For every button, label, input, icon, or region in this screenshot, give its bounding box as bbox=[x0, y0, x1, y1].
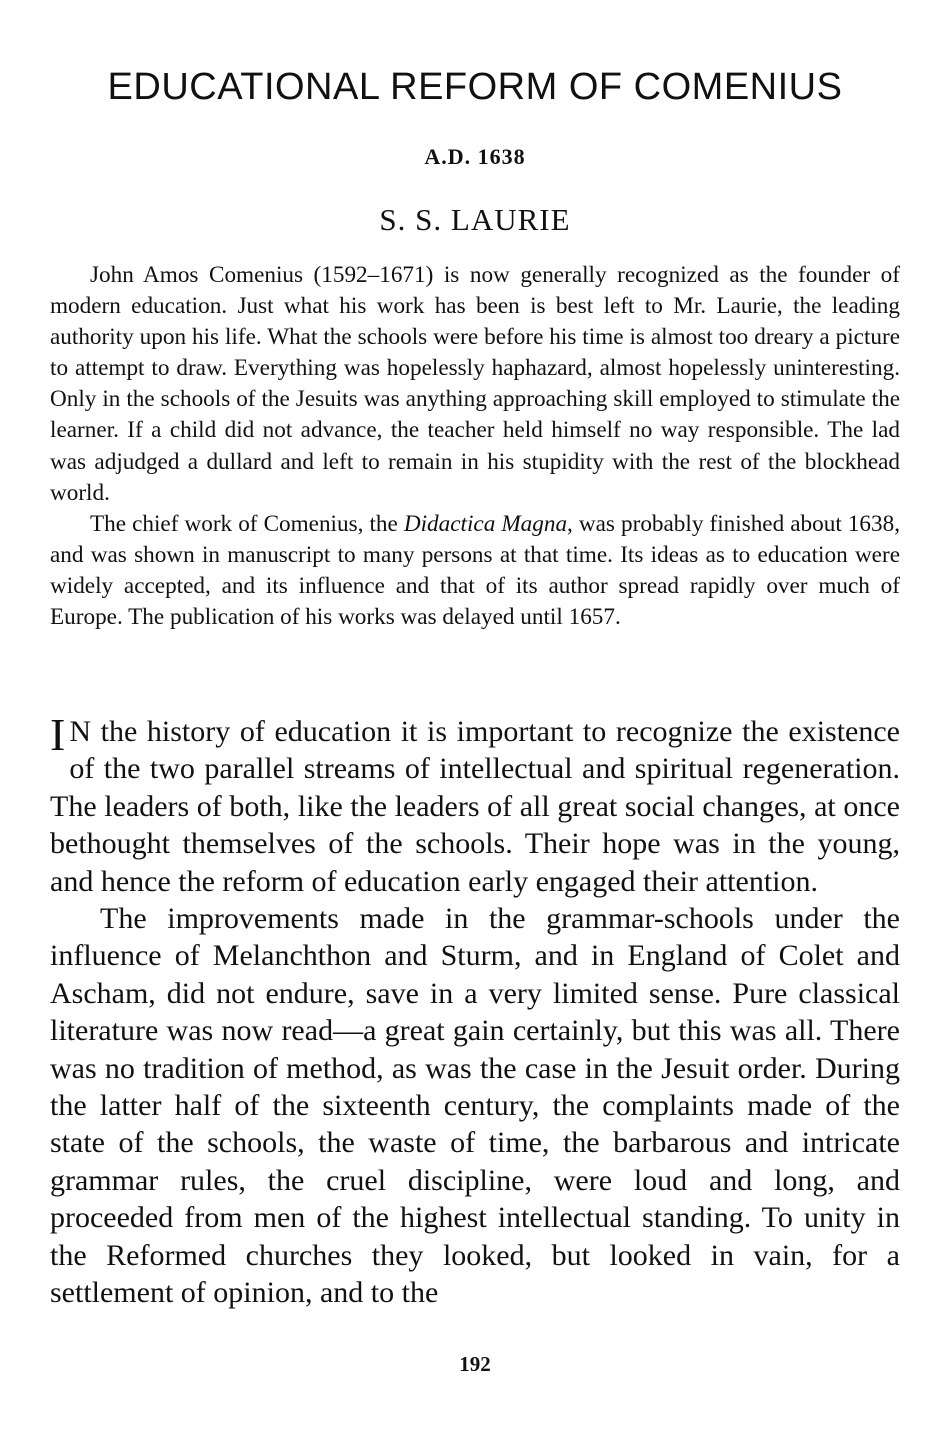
page-number: 192 bbox=[459, 1352, 491, 1376]
intro-paragraph-2 bbox=[50, 509, 900, 633]
chapter-date: A.D. 1638 bbox=[424, 144, 526, 169]
body-paragraph-2: The improvements made in the grammar-schools under the influence of Melanchthon and Sturm, and in England of Colet and Ascham, did not endure, save in a very limited sense. Pure classical literature was now read—a great gain certainly, but this was all. There was no tradition of method, as was the case in the Jesuit order. During the latter half of the sixteenth century, the complaints made of the state of the schools, the waste of time, the barbarous and intricate grammar rules, the cruel discipline, were loud and long, and proceeded from men of the highest intellectual standing. To unity in the Reformed churches they looked, but looked in vain, for a settlement of opinion, and to the bbox=[50, 902, 900, 1310]
intro-p2-lead: The chief work of Comenius, the bbox=[90, 510, 404, 537]
editorial-introduction bbox=[50, 260, 900, 633]
main-text bbox=[50, 709, 900, 1312]
drop-cap: I bbox=[50, 709, 66, 760]
intro-p2-tail: , was probably finished about 1638, and was shown in manuscript to many persons at that time. Its ideas as to education were widely accepted, and its influence and that of its author spread rapidly over much of Europe. The publication of his works was delayed until 1657. bbox=[50, 510, 900, 631]
body-p1-text: N the history of education it is important to recognize the existence of the two parallel streams of intellectual and spiritual regeneration. The leaders of both, like the leaders of all great social changes, at once bethought themselves of the schools. Their hope was in the young, and hence the reform of education early engaged their attention. bbox=[50, 715, 900, 898]
chapter-title: EDUCATIONAL REFORM OF COMENIUS bbox=[107, 66, 843, 108]
work-title-didactica-magna: Didactica Magna bbox=[403, 510, 568, 537]
intro-paragraph-1: John Amos Comenius (1592–1671) is now generally recognized as the founder of modern education. Just what his work has been is best left to Mr. Laurie, the leading authority upon his life. What the schools were before his time is almost too dreary a picture to attempt to draw. Everything was hopelessly haphazard, almost hopelessly uninteresting. Only in the schools of the Jesuits was anything approaching skill employed to stimulate the learner. If a child did not advance, the teacher held himself no way responsible. The lad was adjudged a dullard and left to remain in his stupidity with the rest of the blockhead world. bbox=[50, 262, 900, 506]
chapter-author: S. S. LAURIE bbox=[379, 202, 571, 237]
body-paragraph-1 bbox=[50, 709, 900, 900]
